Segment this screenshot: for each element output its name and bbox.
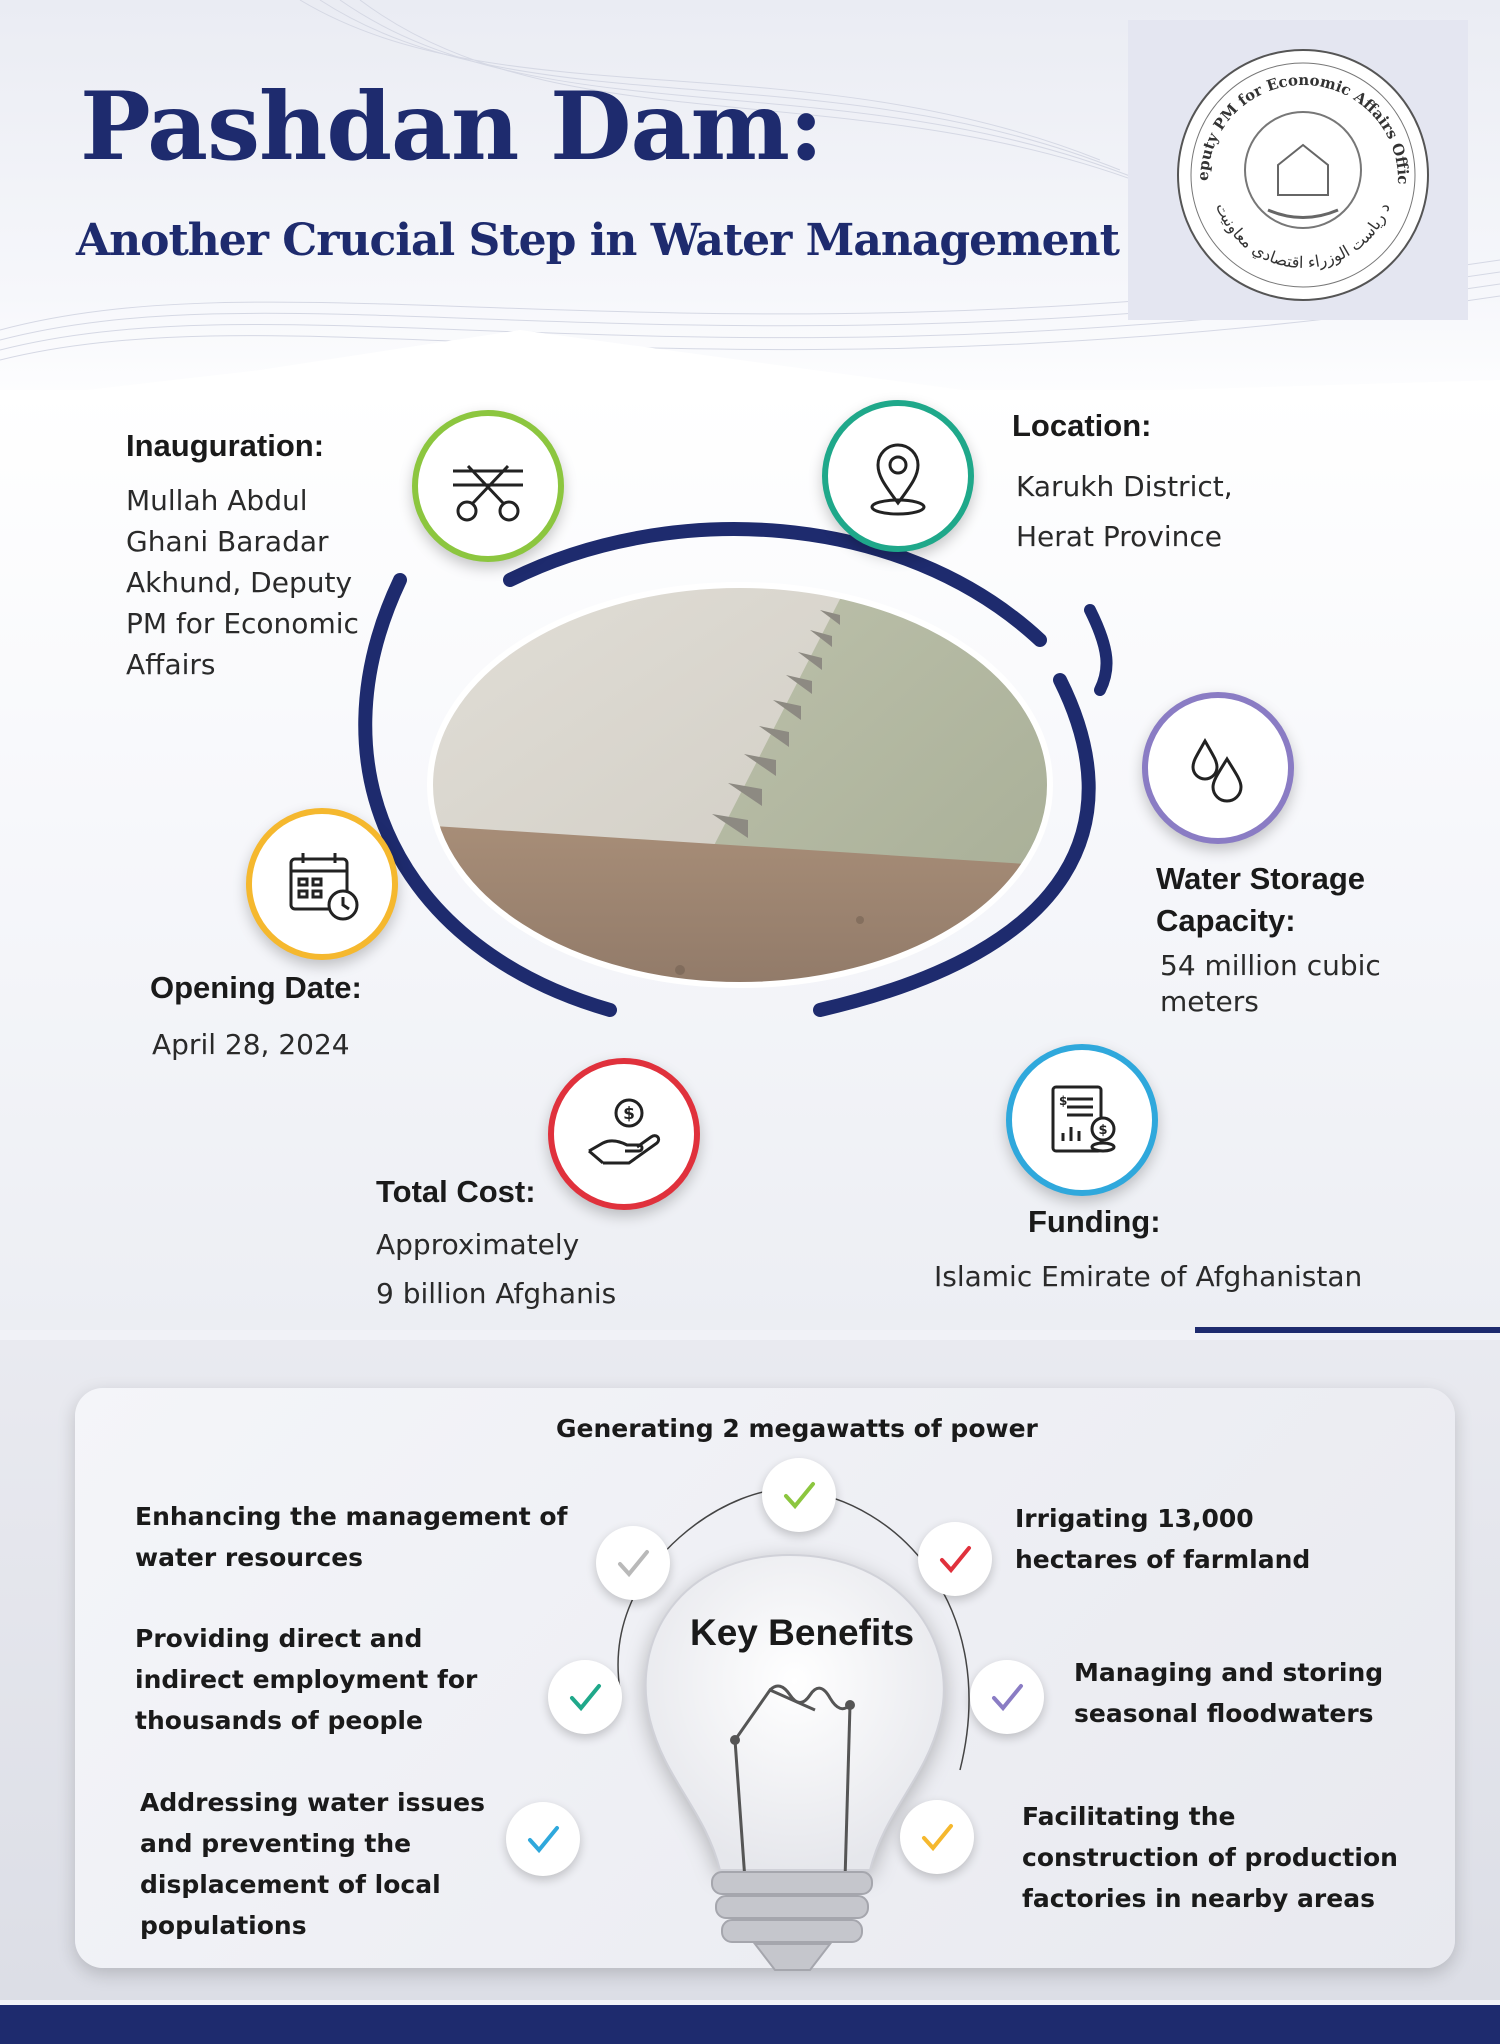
benefit-right-3 [1022,1796,1442,1919]
benefit-line: Facilitating the [1022,1802,1236,1831]
inauguration-line: Mullah Abdul [126,484,308,517]
benefit-line: Irrigating 13,000 [1015,1504,1254,1533]
seal-text-top: eputy PM for Economic Affairs Office [1193,70,1413,185]
office-seal-logo [1128,20,1468,320]
storage-line: meters [1160,985,1259,1018]
footer-bar [0,2005,1500,2044]
check-icon [970,1660,1044,1734]
scissors-icon [412,410,564,562]
page-title: Pashdan Dam: [80,72,823,182]
svg-text:$: $ [623,1104,635,1124]
location-value [1016,462,1316,562]
benefit-left-2 [135,1618,535,1741]
money-hand-icon [548,1058,700,1210]
storage-line: 54 million cubic [1160,949,1381,982]
location-pin-icon [822,400,974,552]
svg-text:$: $ [1059,1094,1068,1108]
check-icon [762,1458,836,1532]
calendar-clock-icon [246,808,398,960]
location-label: Location: [1012,408,1152,443]
benefit-line: water resources [135,1543,364,1572]
benefit-line: Providing direct and [135,1624,423,1653]
funding-value: Islamic Emirate of Afghanistan [934,1260,1363,1293]
benefit-line: populations [140,1911,307,1940]
financial-report-icon [1006,1044,1158,1196]
benefit-line: displacement of local [140,1870,441,1899]
check-icon [548,1660,622,1734]
funding-label: Funding: [1028,1204,1161,1239]
seal-text-bottom: د ریاست الوزراء اقتصادي معاونيت [1211,199,1394,272]
benefit-line: construction of production [1022,1843,1398,1872]
total-cost-label: Total Cost: [376,1174,536,1209]
inauguration-line: PM for Economic [126,607,359,640]
benefit-right-1 [1015,1498,1375,1580]
opening-date-label: Opening Date: [150,970,362,1005]
benefit-line: and preventing the [140,1829,412,1858]
opening-date-value: April 28, 2024 [152,1028,350,1061]
location-line: Karukh District, [1016,470,1233,503]
page-subtitle: Another Crucial Step in Water Management [76,215,1119,266]
storage-label [1156,858,1365,942]
benefit-line: factories in nearby areas [1022,1884,1375,1913]
location-line: Herat Province [1016,520,1222,553]
seal-panel [1128,20,1468,320]
total-cost-line: 9 billion Afghanis [376,1277,617,1310]
total-cost-value [376,1220,616,1318]
storage-value [1160,948,1480,1020]
section-divider [1195,1327,1500,1333]
check-icon [918,1522,992,1596]
benefit-left-3 [140,1782,520,1946]
benefit-line: Addressing water issues [140,1788,486,1817]
benefit-left-1 [135,1496,575,1578]
inauguration-value [126,480,396,685]
benefit-top: Generating 2 megawatts of power [556,1414,1038,1443]
benefit-right-2 [1074,1652,1404,1734]
key-benefits-title: Key Benefits [690,1612,915,1653]
check-icon [900,1800,974,1874]
check-icon [596,1526,670,1600]
benefit-line: thousands of people [135,1706,423,1735]
storage-label-line: Capacity: [1156,903,1296,938]
svg-text:$: $ [1098,1123,1108,1138]
inauguration-line: Ghani Baradar [126,525,329,558]
benefit-line: hectares of farmland [1015,1545,1311,1574]
inauguration-label: Inauguration: [126,428,325,463]
storage-label-line: Water Storage [1156,861,1366,896]
dam-photo [340,520,1120,1040]
benefit-line: Managing and storing [1074,1658,1384,1687]
benefit-line: indirect employment for [135,1665,478,1694]
total-cost-line: Approximately [376,1228,580,1261]
inauguration-line: Affairs [126,648,216,681]
benefit-line: Enhancing the management of [135,1502,568,1531]
water-drops-icon [1142,692,1294,844]
inauguration-line: Akhund, Deputy [126,566,353,599]
benefit-line: seasonal floodwaters [1074,1699,1374,1728]
